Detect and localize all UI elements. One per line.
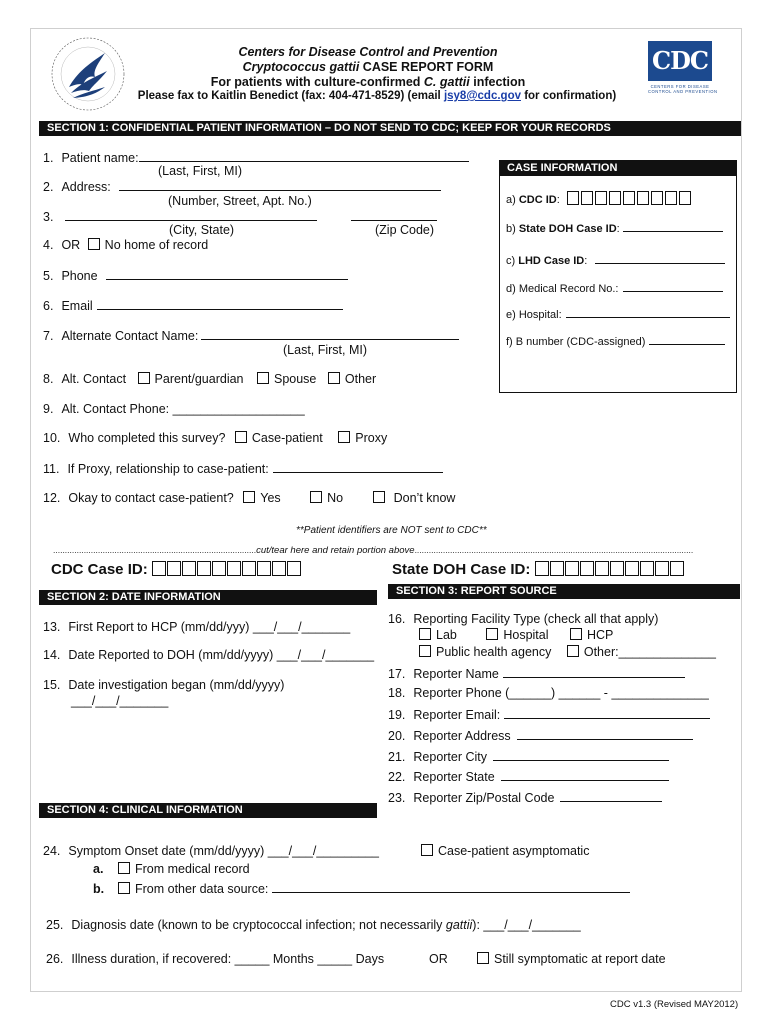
state-doh-id-colon: :: [525, 561, 531, 578]
medical-record-row: [506, 282, 723, 295]
phone-field[interactable]: [106, 268, 348, 280]
q21-row: [388, 749, 669, 764]
state-doh-id-box[interactable]: [640, 561, 654, 576]
other-facility-field[interactable]: Other:______________: [583, 645, 716, 659]
q19-row: [388, 707, 710, 722]
zip-code-field[interactable]: [351, 209, 437, 221]
cdc-id-prefix: a): [506, 194, 519, 206]
no-home-label: No home of record: [104, 238, 209, 252]
subtitle-pre: For patients with culture-confirmed: [210, 75, 424, 89]
fax-pre: Please fax to Kaitlin Benedict (fax: 404-471-8529) (email: [137, 90, 444, 102]
q1-hint: (Last, First, MI): [158, 164, 243, 178]
medical-record-label: d) Medical Record No.:: [506, 283, 619, 295]
q7-row: [43, 328, 459, 343]
q20-row: [388, 728, 693, 743]
q1-number: 1.: [43, 151, 54, 165]
q20-label: Reporter Address: [413, 729, 511, 743]
q7-hint: (Last, First, MI): [283, 343, 368, 357]
from-medical-record-label: From medical record: [135, 862, 250, 876]
symptom-onset-field[interactable]: Symptom Onset date (mm/dd/yyyy) ___/___/_________: [68, 844, 379, 858]
q5-number: 5.: [43, 269, 54, 283]
q22-row: [388, 769, 669, 784]
cdc-case-id-box[interactable]: [242, 561, 256, 576]
form-title: [143, 60, 593, 75]
b-number-label: f) B number (CDC-assigned): [506, 336, 646, 348]
state-doh-case-id-field[interactable]: [623, 222, 723, 232]
cdc-case-id-colon: :: [142, 561, 148, 578]
facility-type-options-row1: [419, 628, 613, 642]
city-state-field[interactable]: [65, 209, 317, 221]
cdc-id-box[interactable]: [679, 191, 691, 205]
q16-label: Reporting Facility Type (check all that apply): [413, 612, 659, 626]
cdc-id-box[interactable]: [623, 191, 635, 205]
medical-record-field[interactable]: [623, 282, 723, 292]
q11-label: If Proxy, relationship to case-patient:: [67, 462, 269, 476]
hospital-label: e) Hospital:: [506, 309, 562, 321]
first-report-hcp-field[interactable]: First Report to HCP (mm/dd/yyy) ___/___/_______: [68, 620, 351, 634]
form-page: [30, 28, 742, 992]
q16-number: 16.: [388, 612, 406, 626]
q24b-letter: b.: [93, 882, 105, 896]
public-health-agency-label: Public health agency: [436, 645, 552, 659]
reporter-city-field[interactable]: [493, 749, 669, 761]
cdc-id-box[interactable]: [567, 191, 579, 205]
illness-duration-field[interactable]: Illness duration, if recovered: _____ Months _____ Days: [71, 952, 385, 966]
q3-row: [43, 209, 437, 224]
q22-label: Reporter State: [413, 770, 495, 784]
proxy-checkbox[interactable]: [338, 431, 350, 443]
hospital-row: [506, 308, 730, 321]
reporter-name-field[interactable]: [503, 666, 685, 678]
address-field[interactable]: [119, 179, 441, 191]
state-doh-id-box[interactable]: [595, 561, 609, 576]
parent-guardian-label: Parent/guardian: [154, 372, 244, 386]
q25-row: [46, 918, 581, 932]
cdc-case-id-boxes[interactable]: [152, 561, 302, 578]
q16-row: [388, 612, 658, 626]
case-patient-label: Case-patient: [251, 431, 323, 445]
facility-type-options-row2: [419, 645, 716, 659]
hcp-checkbox[interactable]: [570, 628, 582, 640]
other-facility-checkbox[interactable]: [567, 645, 579, 657]
section2-header: SECTION 2: DATE INFORMATION: [39, 590, 377, 605]
date-reported-doh-field[interactable]: Date Reported to DOH (mm/dd/yyyy) ___/___/_______: [68, 648, 375, 662]
lhd-case-id-row: [506, 254, 725, 267]
q18-number: 18.: [388, 686, 406, 700]
contact-no-label: No: [327, 491, 344, 505]
q2-number: 2.: [43, 180, 54, 194]
q6-label: Email: [61, 299, 93, 313]
org-name: Centers for Disease Control and Prevention: [238, 45, 498, 59]
q8-row: [43, 372, 376, 386]
cdc-case-id-box[interactable]: [197, 561, 211, 576]
cdc-case-id-box[interactable]: [272, 561, 286, 576]
subtitle-species: C. gattii: [423, 75, 470, 89]
cdc-id-box[interactable]: [665, 191, 677, 205]
q4-row: [43, 238, 208, 252]
reporter-address-field[interactable]: [517, 728, 693, 740]
q24b-row: [93, 881, 630, 896]
q8-number: 8.: [43, 372, 54, 386]
q14-row: [43, 648, 374, 662]
case-info-header: CASE INFORMATION: [499, 160, 737, 176]
fax-post: for confirmation): [521, 90, 617, 102]
cdc-id-boxes[interactable]: [567, 194, 693, 206]
q1-row: [43, 150, 469, 165]
cdc-id-colon: :: [556, 194, 560, 206]
q13-row: [43, 620, 350, 634]
state-doh-id-box[interactable]: [535, 561, 549, 576]
q3-hint-zip: (Zip Code): [375, 223, 435, 237]
contact-dont-know-checkbox[interactable]: [373, 491, 385, 503]
q24-number: 24.: [43, 844, 61, 858]
q15-number: 15.: [43, 678, 61, 692]
state-doh-label: State DOH Case ID: [518, 223, 617, 235]
proxy-relationship-field[interactable]: [273, 461, 443, 473]
state-doh-prefix: b): [506, 223, 519, 235]
q15-row: [43, 678, 284, 692]
b-number-field[interactable]: [649, 335, 725, 345]
cdc-logo-mark: CDC: [648, 41, 712, 81]
q25-number: 25.: [46, 918, 64, 932]
q21-number: 21.: [388, 750, 406, 764]
q7-number: 7.: [43, 329, 54, 343]
state-doh-colon: :: [616, 223, 620, 235]
from-other-source-checkbox[interactable]: [118, 882, 130, 894]
q3-number: 3.: [43, 210, 54, 224]
q24-row: [43, 844, 379, 858]
alt-contact-phone-field[interactable]: Alt. Contact Phone: ___________________: [61, 402, 305, 416]
q3-hint-city: (City, State): [169, 223, 235, 237]
q2-hint: (Number, Street, Apt. No.): [168, 194, 312, 208]
q24a-letter: a.: [93, 862, 104, 876]
cdc-case-id-box[interactable]: [167, 561, 181, 576]
no-home-checkbox[interactable]: [88, 238, 100, 250]
q5-label: Phone: [61, 269, 98, 283]
lhd-label: LHD Case ID: [518, 255, 585, 267]
q25-species: gattii: [445, 918, 473, 932]
cdc-case-id-box[interactable]: [152, 561, 166, 576]
q5-row: [43, 268, 348, 283]
q19-label: Reporter Email:: [413, 708, 501, 722]
case-patient-checkbox[interactable]: [235, 431, 247, 443]
state-doh-id-box[interactable]: [670, 561, 684, 576]
cdc-case-id-box[interactable]: [212, 561, 226, 576]
q13-number: 13.: [43, 620, 61, 634]
cdc-id-box[interactable]: [637, 191, 649, 205]
q4-label: OR: [61, 238, 81, 252]
other-contact-checkbox[interactable]: [328, 372, 340, 384]
alt-contact-name-field[interactable]: [201, 328, 459, 340]
spouse-label: Spouse: [273, 372, 317, 386]
cut-line: [53, 545, 733, 556]
investigation-date-field[interactable]: ___/___/_______: [71, 694, 169, 708]
q8-label: Alt. Contact: [61, 372, 127, 386]
cdc-id-box[interactable]: [651, 191, 663, 205]
public-health-agency-checkbox[interactable]: [419, 645, 431, 657]
lhd-colon: :: [584, 255, 588, 267]
cut-text: cut/tear here and retain portion above: [256, 545, 415, 556]
other-contact-label: Other: [344, 372, 377, 386]
q9-row: [43, 402, 305, 416]
q12-label: Okay to contact case-patient?: [68, 491, 234, 505]
cdc-case-id-row: [51, 561, 302, 578]
q26-row: [46, 952, 384, 966]
q17-row: [388, 666, 685, 681]
q10-row: [43, 431, 387, 445]
cdc-id-row: [506, 191, 693, 206]
contact-dont-know-label: Don’t know: [393, 491, 456, 505]
still-symptomatic-label: Still symptomatic at report date: [494, 952, 666, 966]
asymptomatic-checkbox[interactable]: [421, 844, 433, 856]
q25-label: Diagnosis date (known to be cryptococcal infection; not necessarily: [71, 918, 446, 932]
q20-number: 20.: [388, 729, 406, 743]
q22-number: 22.: [388, 770, 406, 784]
lhd-prefix: c): [506, 255, 519, 267]
still-symptomatic-checkbox[interactable]: [477, 952, 489, 964]
cdc-logo: [648, 41, 718, 94]
q15-label: Date investigation began (mm/dd/yyyy): [68, 678, 285, 692]
b-number-row: [506, 335, 725, 348]
q7-label: Alternate Contact Name:: [61, 329, 199, 343]
version-footer: CDC v1.3 (Revised MAY2012): [610, 999, 739, 1010]
q26-or: OR: [429, 952, 448, 966]
cdc-case-id-box[interactable]: [182, 561, 196, 576]
cdc-case-id-box[interactable]: [287, 561, 301, 576]
hcp-label: HCP: [587, 628, 614, 642]
subtitle-post: infection: [469, 75, 526, 89]
cdc-id-box[interactable]: [581, 191, 593, 205]
reporter-zip-field[interactable]: [560, 790, 662, 802]
q17-number: 17.: [388, 667, 406, 681]
contact-email-link[interactable]: jsy8@cdc.gov: [443, 90, 521, 102]
section4-header: SECTION 4: CLINICAL INFORMATION: [39, 803, 377, 818]
cdc-id-box[interactable]: [595, 191, 607, 205]
q26-number: 26.: [46, 952, 64, 966]
reporter-phone-field[interactable]: Reporter Phone (______) ______ - ______________: [413, 686, 709, 700]
q18-row: [388, 686, 709, 700]
q10-label: Who completed this survey?: [68, 431, 226, 445]
identifiers-note: **Patient identifiers are NOT sent to CDC**: [296, 525, 487, 536]
q10-number: 10.: [43, 431, 61, 445]
q23-label: Reporter Zip/Postal Code: [413, 791, 555, 805]
q11-row: [43, 461, 443, 476]
case-information-box: [499, 160, 737, 393]
section3-header: SECTION 3: REPORT SOURCE: [388, 584, 740, 599]
q23-row: [388, 790, 662, 805]
state-doh-id-boxes[interactable]: [535, 561, 685, 578]
title-species: Cryptococcus gattii: [242, 60, 360, 74]
cdc-case-id-label: CDC Case ID: [51, 561, 143, 578]
lab-checkbox[interactable]: [419, 628, 431, 640]
q12-number: 12.: [43, 491, 61, 505]
fax-instructions: [107, 90, 647, 102]
patient-name-field[interactable]: [139, 150, 469, 162]
proxy-label: Proxy: [355, 431, 388, 445]
contact-yes-label: Yes: [260, 491, 281, 505]
cut-dots-left: ......................................................................................: [53, 545, 257, 555]
cdc-id-label: CDC ID: [518, 194, 557, 206]
q19-number: 19.: [388, 708, 406, 722]
cdc-id-box[interactable]: [609, 191, 621, 205]
q2-label: Address:: [61, 180, 111, 194]
cdc-case-id-box[interactable]: [227, 561, 241, 576]
q17-label: Reporter Name: [413, 667, 499, 681]
q12-row: [43, 491, 455, 505]
cdc-case-id-box[interactable]: [257, 561, 271, 576]
section1-header: SECTION 1: CONFIDENTIAL PATIENT INFORMATION – DO NOT SEND TO CDC; KEEP FOR YOUR RECORDS: [39, 121, 741, 136]
from-medical-record-checkbox[interactable]: [118, 862, 130, 874]
contact-no-checkbox[interactable]: [310, 491, 322, 503]
q2-row: [43, 179, 441, 194]
cdc-logo-line2: CONTROL AND PREVENTION: [648, 89, 718, 94]
reporter-state-field[interactable]: [501, 769, 669, 781]
hospital-checkbox[interactable]: [486, 628, 498, 640]
other-data-source-field[interactable]: [272, 881, 630, 893]
hospital-facility-label: Hospital: [503, 628, 549, 642]
q6-row: [43, 298, 343, 313]
asymptomatic-label: Case-patient asymptomatic: [438, 844, 590, 858]
state-doh-id-label: State DOH Case ID: [392, 561, 526, 578]
q4-number: 4.: [43, 238, 54, 252]
asymptomatic-row: [421, 844, 589, 858]
state-doh-id-box[interactable]: [655, 561, 669, 576]
state-doh-id-box[interactable]: [580, 561, 594, 576]
contact-yes-checkbox[interactable]: [243, 491, 255, 503]
hospital-field[interactable]: [566, 308, 730, 318]
q1-label: Patient name:: [61, 151, 139, 165]
cut-dots-right: ......................................................................................................................: [414, 545, 694, 555]
q9-number: 9.: [43, 402, 54, 416]
diagnosis-date-field[interactable]: ): ___/___/_______: [472, 918, 581, 932]
cdc-logo-line1: CENTERS FOR DISEASE: [650, 84, 710, 89]
q11-number: 11.: [43, 462, 60, 476]
q6-number: 6.: [43, 299, 54, 313]
q24a-row: [93, 862, 250, 876]
state-doh-case-id-row: [506, 222, 723, 235]
reporter-email-field[interactable]: [504, 707, 710, 719]
q14-number: 14.: [43, 648, 61, 662]
parent-guardian-checkbox[interactable]: [138, 372, 150, 384]
state-doh-id-row: [392, 561, 685, 578]
lhd-case-id-field[interactable]: [595, 254, 725, 264]
state-doh-id-box[interactable]: [610, 561, 624, 576]
email-field[interactable]: [97, 298, 343, 310]
still-symptomatic-row: [477, 952, 666, 966]
spouse-checkbox[interactable]: [257, 372, 269, 384]
hhs-seal-logo: [49, 35, 127, 116]
from-other-source-label: From other data source:: [135, 882, 269, 896]
title-rest: CASE REPORT FORM: [359, 60, 494, 74]
state-doh-id-box[interactable]: [565, 561, 579, 576]
q23-number: 23.: [388, 791, 406, 805]
state-doh-id-box[interactable]: [550, 561, 564, 576]
form-subtitle: [143, 75, 593, 90]
lab-label: Lab: [436, 628, 457, 642]
q21-label: Reporter City: [413, 750, 488, 764]
state-doh-id-box[interactable]: [625, 561, 639, 576]
